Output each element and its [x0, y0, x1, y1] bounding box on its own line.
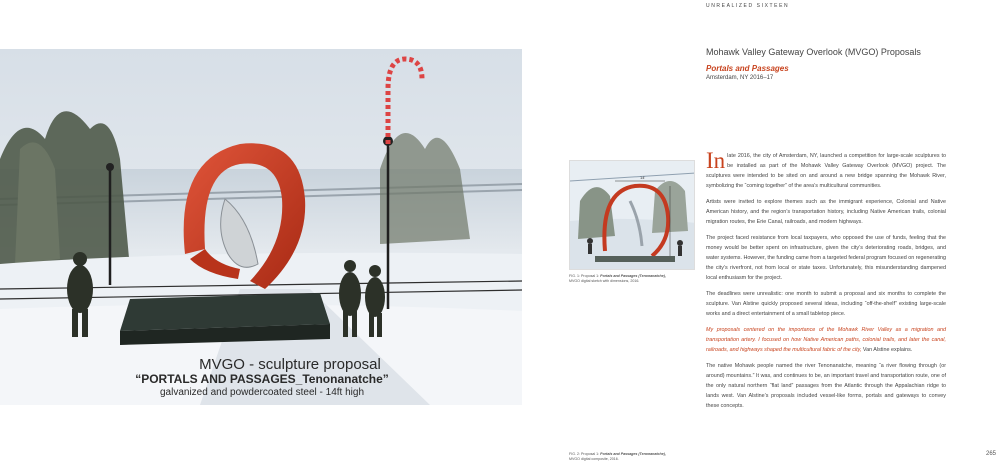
article-body — [706, 148, 947, 417]
dropcap: In — [706, 148, 726, 173]
figure-2-caption: FIG. 2: Proposal 1: Portals and Passages (Tenonanatche), MVGO digital composite, 2016. — [569, 452, 666, 461]
page-number: 265 — [985, 451, 996, 457]
book-section-label: UNREALIZED SIXTEEN — [706, 3, 790, 9]
article-place-date: Amsterdam, NY 2016–17 — [706, 75, 774, 81]
paragraph-4: The deadlines were unrealistic: one month to submit a proposal and six months to complete the sculpture. Van Alstine quickly proposed several ideas, including “off-the-shelf” existing large-scale works and a direct entertainment of a small tabletop piece. — [706, 291, 946, 317]
sculpture-composite-photo — [0, 49, 522, 405]
sketch-dimension-label: 14' — [640, 175, 646, 180]
paragraph-5: My proposals centered on the importance of the Mohawk River Valley as a migration and transportation artery. I focused on how Native American paths, colonial trails, and later the canal, railroads, and highways shaped the multicultural fabric of the city, Van Alstine explains. — [706, 327, 946, 353]
sculpture-sketch-image — [569, 160, 695, 270]
artist-quote: My proposals centered on the importance of the Mohawk River Valley as a migration and transportation artery. I focused on how Native American paths, colonial trails, and later the canal, railroads, and highways shaped the multicultural fabric of the city, — [706, 327, 946, 353]
paragraph-1: In late 2016, the city of Amsterdam, NY, launched a competition for large-scale sculptures to be installed as part of the Mohawk Valley Gateway Overlook (MVGO) project. The sculptures were intended to be sited on and around a new bridge spanning the Mohawk River, symbolizing the “coming together” of the area’s multicultural communities. — [706, 148, 946, 189]
paragraph-2: Artists were invited to explore themes such as the immigrant experience, Colonial and Native American history, and the region’s transportation history, including Native American trails, colonial migration routes, the Erie Canal, railroads, and modern highways. — [706, 199, 946, 225]
figure-1-caption: FIG. 1: Proposal 1: Portals and Passages (Tenonanatche), MVGO digital sketch with dimensions, 2016. — [569, 274, 666, 283]
paragraph-3: The project faced resistance from local taxpayers, who opposed the use of funds, feeling that the money would be better spent on infrastructure, given the city’s deteriorating roads, bridges, and water systems. However, the funding came from a targeted federal program focused on regenerating the city’s riverfront, not from local or state taxes. Unfortunately, this misunderstanding dampened local enthusiasm for the project. — [706, 235, 947, 281]
sign-line-3: galvanized and powdercoated steel - 14ft high — [159, 387, 365, 398]
sign-line-2: “PORTALS AND PASSAGES_Tenonanatche” — [135, 372, 389, 386]
sign-line-1: MVGO - sculpture proposal — [199, 356, 381, 373]
article-title: Mohawk Valley Gateway Overlook (MVGO) Proposals — [706, 47, 921, 57]
article-subtitle: Portals and Passages — [706, 64, 789, 73]
paragraph-6: The native Mohawk people named the river Tenonanatche, meaning “a river flowing through (or around) mountains.” It was, and continues to be, an important travel and transportation route, one of the only natural northern “flat land” passages from the Atlantic through the Appalachian ridge to lands west. Van Alstine’s proposals included vessel-like forms, portals and gateways to convey these concepts. — [706, 363, 946, 409]
